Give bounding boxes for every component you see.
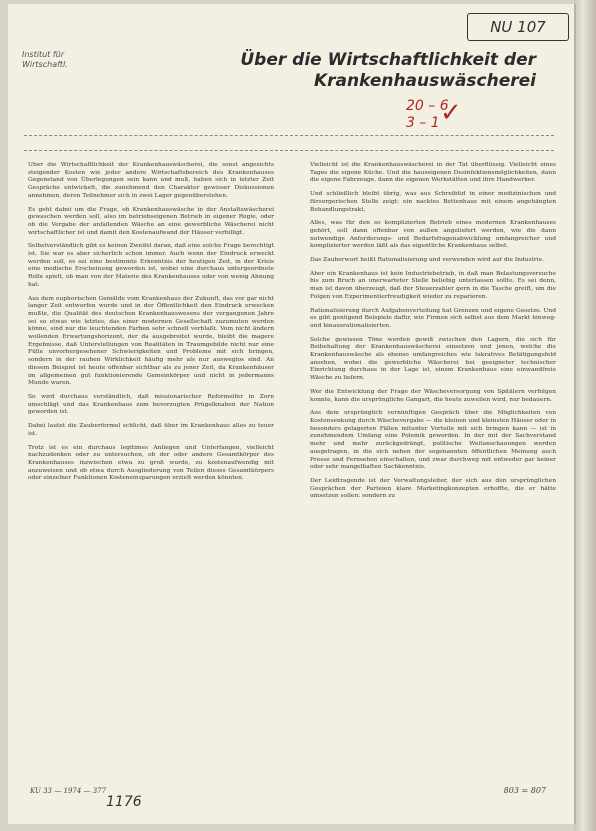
- journal-reference: KU 33 — 1974 — 377: [30, 787, 107, 795]
- paragraph: Es geht dabei um die Frage, ob Krankenhauswäsche in der Anstaltswäscherei gewaschen werden soll, also im betriebseigenen Betrieb in eigener Regie, oder ob die Vergabe der anfallenden Wäsche an eine gewerbliche Wäscherei nicht wirtschaftlicher ist und damit den Kostenaufwand der Häuser verbilligt.: [28, 206, 274, 236]
- paragraph: Vielleicht ist die Krankenhauswäscherei in der Tat überflüssig. Vielleicht eines Tages die eigene Küche. Und die hauseigenen Desinfektionsmöglichkeiten, dann die eigene Fahrzeuge, dann die eigenen Werkstätten und ihre Handwerker.: [310, 162, 556, 184]
- document-page: [8, 4, 574, 824]
- left-text-column: [28, 162, 274, 782]
- paragraph: Alles, was für den so komplizierten Betrieb eines modernen Krankenhauses gehört, soll dann offenbar von außen angeliefert werden, wie die dann notwendige Anforderungs- und Bedarfsfragenabwicklung umfangreicher und komplizierter werden läßt als das eigentliche Krankenhaus selbst.: [310, 220, 556, 250]
- paragraph: Über die Wirtschaftlichkeit der Krankenhauswäscherei, die sonst angesichts steigender Kosten wie jeder andere Wirtschaftsbereich des Krankenhauses Gegenstand von Überlegungen sein kann und muß, haben sich in letzter Zeit Gespräche entwickelt, die zunehmend den Charakter gewisser Diskussionen annehmen, deren Teilnehmer sich in zwei Lager gegenüberstehen.: [28, 162, 274, 199]
- title-line-2: Krankenhauswäscherei: [313, 71, 536, 91]
- handnote-line-2: 3 – 1: [406, 115, 440, 131]
- paragraph: Aber ein Krankenhaus ist kein Industriebetrieb, in daß man Belastungsversuche bis zum Bruch an unerwarteter Stelle beliebig unterlassen sollte. Es sei denn, man ist davon überzeugt, daß der Steuerzahler gern in die Tasche greift, um die Folgen von Experimentierfreudigkeit wieder zu reparieren.: [310, 270, 556, 300]
- handnote-line-1: 20 – 6: [406, 98, 449, 114]
- paragraph: Aus dem ursprünglich vernünftigen Gespräch über die Möglichkeiten von Kostensenkung durch Wäschevergabe — die kleinen und kleinsten Häuser oder in besonders gelagerten Fällen mitunter Vorteile mit sich bringen kann — ist in zunehmendem Umfang eine Polemik geworden. In der mit der Sachverstand mehr und mehr zurückgedrängt, politische Weitanschauungen werden ausgetragen, in die sich neben der sogenannten öffentlichen Meinung auch Presse und Fernsehen einschalten, und zwar durchweg mit entweder gar keiner oder sehr mangelhaften Sachkenntnis.: [310, 410, 556, 471]
- paragraph: Das Zauberwort heißt Rationalisierung und verwenden wird auf die Industrie.: [310, 257, 544, 264]
- institution-stamp: [22, 50, 86, 70]
- checkmark-icon: ✓: [440, 98, 462, 128]
- right-text-column: [310, 162, 556, 782]
- paragraph: Aus dem euphorischen Gemälde vom Krankenhaus der Zukunft, das vor gar nicht langer Zeit entworfen wurde und in der Öffentlichkeit den Eindruck erwecken mußte, die Qualität des deutschen Krankenhauswesens der vergangenen Jahre sei so etwas wie letztes, das einer modernen Gesellschaft zuzumuten werden könne, sind nur die leuchtenden Farben sehr schnell verblaßt. Vom nicht ändern wollenden Erwartungshorizont, der da ausgebreitet wurde, bleibt die magere Ergebnisse, daß Unterstellungen von Realitäten in Traumgebilde nicht nur eine Fülle unvorhergesehener Schwierigkeiten und Probleme mit sich bringen, sondern in der rauhen Wirklichkeit häufig mehr als nur ausweglos sind. An diesem Beispiel ist heute offenbar sichtbar als zu jener Zeit, da Krankenhäuser im allgemeinen gut funktionierende Gemeinkörper und nicht in jedermanns Munde waren.: [28, 295, 274, 387]
- handwritten-number: 1176: [106, 794, 142, 810]
- article-title: [218, 50, 536, 92]
- paragraph: Wer die Entwicklung der Frage der Wäscheversorgung von Spitälern verfolgen konnte, kann die ursprüngliche Gangart, die heute zuweilen wird, nur bedauern.: [310, 388, 556, 403]
- divider-rule: [24, 150, 554, 151]
- reference-box: NU 107: [467, 13, 569, 41]
- paragraph: Solche gewissen Töne werden gewiß zwischen den Lagern, die sich für Beibehaltung der Krankenhauswäscherei einsetzen und jenen, welche die Krankenhauswäsche als ebenso umfangreiches wie lukratives Betätigungsfeld ansehen, wobei die gewerbliche Wäscherei bei geeigneter technischer Einrichtung durchaus in der Lage ist, einem Krankenhaus eine einwandfreie Wäsche zu liefern.: [310, 336, 556, 382]
- title-line-1: Über die Wirtschaftlichkeit der: [240, 50, 536, 70]
- paragraph: Dabei lautet die Zauberformel schlicht, daß über im Krankenhaus alles zu teuer ist.: [28, 423, 274, 437]
- stamp-line-2: Wirtschaftl.: [22, 60, 68, 69]
- paragraph: Selbstverständlich gibt es keinen Zweifel daran, daß eine solche Frage berechtigt ist. Sie war es aber sicherlich schon immer. Auch wenn der Eindruck erweckt werden soll, es sei eine bestimmte Erkenntnis der heutigen Zeit, in der Krisis eine modische Erscheinung geworden ist, wobei eine durchaus untergeordnete Rolle spielt, ob man von der Materie des Krankenhauses oder von wenig Ahnung hat.: [28, 243, 274, 288]
- stamp-line-1: Institut für: [22, 50, 65, 59]
- divider-rule: [24, 135, 554, 136]
- page-number: 803 = 807: [503, 786, 546, 795]
- paragraph: So wird durchaus verständlich, daß missionarischer Reformeifer in Zorn umschlägt und das Krankenhaus zum bevorzugten Prügelknaben der Nation geworden ist.: [28, 393, 274, 416]
- paragraph: Rationalisierung durch Aufgabenverteilung hat Grenzen und eigene Gesetze. Und es gibt genügend Beispiele dafür, wie Firmen sich selbst aus dem Markt hinweg- und hinausrationalisierten.: [310, 307, 556, 329]
- paragraph: Und schließlich bleibt übrig, was aus Schreibtid in einer medizinischen und fürsorgerischen Stelle zeigt: ein nacktes Bettenhaus mit einem angehängten Behandlungstrakt.: [310, 191, 556, 213]
- paragraph: Trotz ist es ein durchaus legitimes Anliegen und Unterfangen, vielleicht nachzudenken oder zu untersuchen, ob der oder andere Gesamtkörper des Krankenhauses inzwischen etwa zu groß wurde, zu kostenaufwendig mit anzuweisen und ob etwa durch Ausgliederung von Teilen dieses Gesamtkörpers oder einzelner Funktionen Kosteneinsparungen erzielt werden könnten.: [28, 444, 274, 482]
- binder-edge: [574, 0, 596, 831]
- paragraph: Der Leidtragende ist der Verwaltungsleiter, der sich aus den ursprünglichen Gesprächen der Parteien klare Marketingkonzepten erhoffte, die er hätte umsetzen sollen; sondern zu: [310, 477, 556, 500]
